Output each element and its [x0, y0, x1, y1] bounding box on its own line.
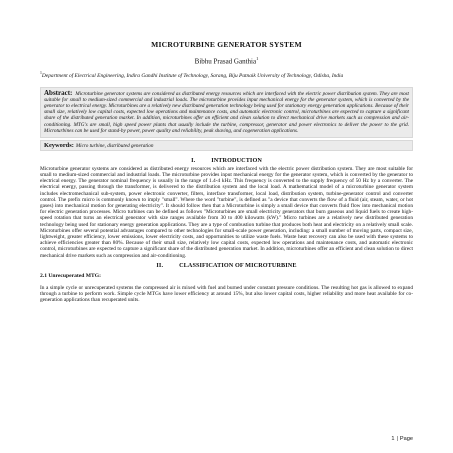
unrecuperated-paragraph: In a simple cycle or unrecuperated systems the compressed air is mixed with fuel and burned under constant pressure conditions. The resulting hot gas is allowed to expand through a turbine to perform work. Simple cycle MTGs have lower efficiency at around 15%, but also lower capital costs, higher reliability and more heat available for co-generation applications than recuperated units. [40, 284, 413, 304]
page-number [391, 436, 413, 442]
abstract-box [40, 87, 413, 138]
keywords-text: Micro turbine, distributed generation [75, 142, 154, 149]
keywords-label: Keywords: [44, 141, 74, 149]
page-number-separator: | [396, 436, 398, 442]
section-title: CLASSIFICATION OF MICROTURBINE [179, 261, 297, 269]
author-name: Bibhu Prasad Ganthia [194, 57, 257, 66]
author-superscript: 1 [256, 56, 259, 61]
abstract-paragraph [44, 90, 409, 134]
section-number: I. [191, 156, 196, 164]
section-title: INTRODUCTION [211, 156, 262, 164]
affiliation-text: Department of Electrical Engineering, Indira Gandhi Institute of Technology, Sarang, Biju Patnaik University of Technology, Odisha, India [41, 73, 344, 80]
author-line [40, 56, 413, 65]
affiliation-superscript: 1 [40, 71, 42, 76]
section-heading-classification [40, 262, 413, 269]
section-number: II. [156, 261, 164, 269]
subsection-heading: 2.1 Unrecuperated MTG: [40, 272, 101, 279]
page-number-value: 1 [391, 436, 395, 442]
paper-title: MICROTURBINE GENERATOR SYSTEM [151, 40, 302, 49]
abstract-label: Abstract: [44, 88, 73, 97]
section-heading-introduction [40, 157, 413, 164]
introduction-paragraph: Microturbine generator systems are considered as distributed energy resources which are interfaced with the electric power distribution system. They are most suitable for small to medium-sized commercial and industrial loads. The microturbine provides input mechanical energy for the generator system, which is converted by the generator to electrical energy. The generator nominal frequency is usually in the range of 1.4-4 kHz. This frequency is converted to the supply frequency of 50 Hz by a converter. The electrical energy, passing through the transformer, is delivered to the distribution system and the local load. A mathematical model of a microturbine generator system includes electromechanical sub-system, power electronic converter, filters, interface transformer, local load, distribution system, turbine-generator control and converter control. The prefix micro is commonly known to imply "small". Where the word "turbine", is defined as "a device that converts the flow of a fluid (air, steam, water, or hot gases) into mechanical motion for generating electricity". It should follow then that a Microturbine is simply a small device that converts fluid flow into mechanical motion for electric generation processes. Micro turbines can be defined as follows "Microturbines are small electricity generators that burn gaseous and liquid fuels to create high-speed rotation that turns an electrical generator with size ranges available from 30 to 400 kilowatts (kW)." Micro turbines are a relatively new distributed generation technology being used for stationary energy generation applications. They are a type of combustion turbine that produces both heat and electricity on a relatively small scale. Microturbines offer several potential advantages compared to other technologies for small-scale power generation, including: a small number of moving parts, compact size, lightweight, greater efficiency, lower emissions, lower electricity costs, and opportunities to utilize waste fuels. Waste heat recovery can also be used with these systems to achieve efficiencies greater than 80%. Because of their small size, relatively low capital costs, expected low operations and maintenance costs, and automatic electronic control, microturbines are expected to capture a significant share of the distributed generation market. In addition, microturbines offer an efficient and clean solution to direct mechanical drive markets such as compression and air-conditioning. [40, 165, 413, 259]
affiliation [40, 70, 413, 79]
abstract-text: Microturbine generator systems are considered as distributed energy resources which are interfaced with the electric power distribution system. They are most suitable for small to medium-sized commercial and industrial loads. The microturbine provides input mechanical energy for the generator system, which is converted by the generator to electrical energy. Microturbines are a relatively new distributed generation technology being used for stationary energy generation applications. Because of their small size, relatively low capital costs, expected low operations and maintenance costs, and automatic electronic control, microturbines are expected to capture a significant share of the distributed generation market. In addition, microturbines offer an efficient and clean solution to direct mechanical drive markets such as compression and air-conditioning. MTG's are small, high speed power plants that usually include the turbine, compressor, generator and power electronics to deliver the power to the grid. Microturbines can be used for stand-by power, power quality and reliability, peak shaving, and cogeneration applications. [44, 90, 409, 134]
keywords-box [40, 140, 413, 151]
page-word: Page [399, 436, 413, 442]
